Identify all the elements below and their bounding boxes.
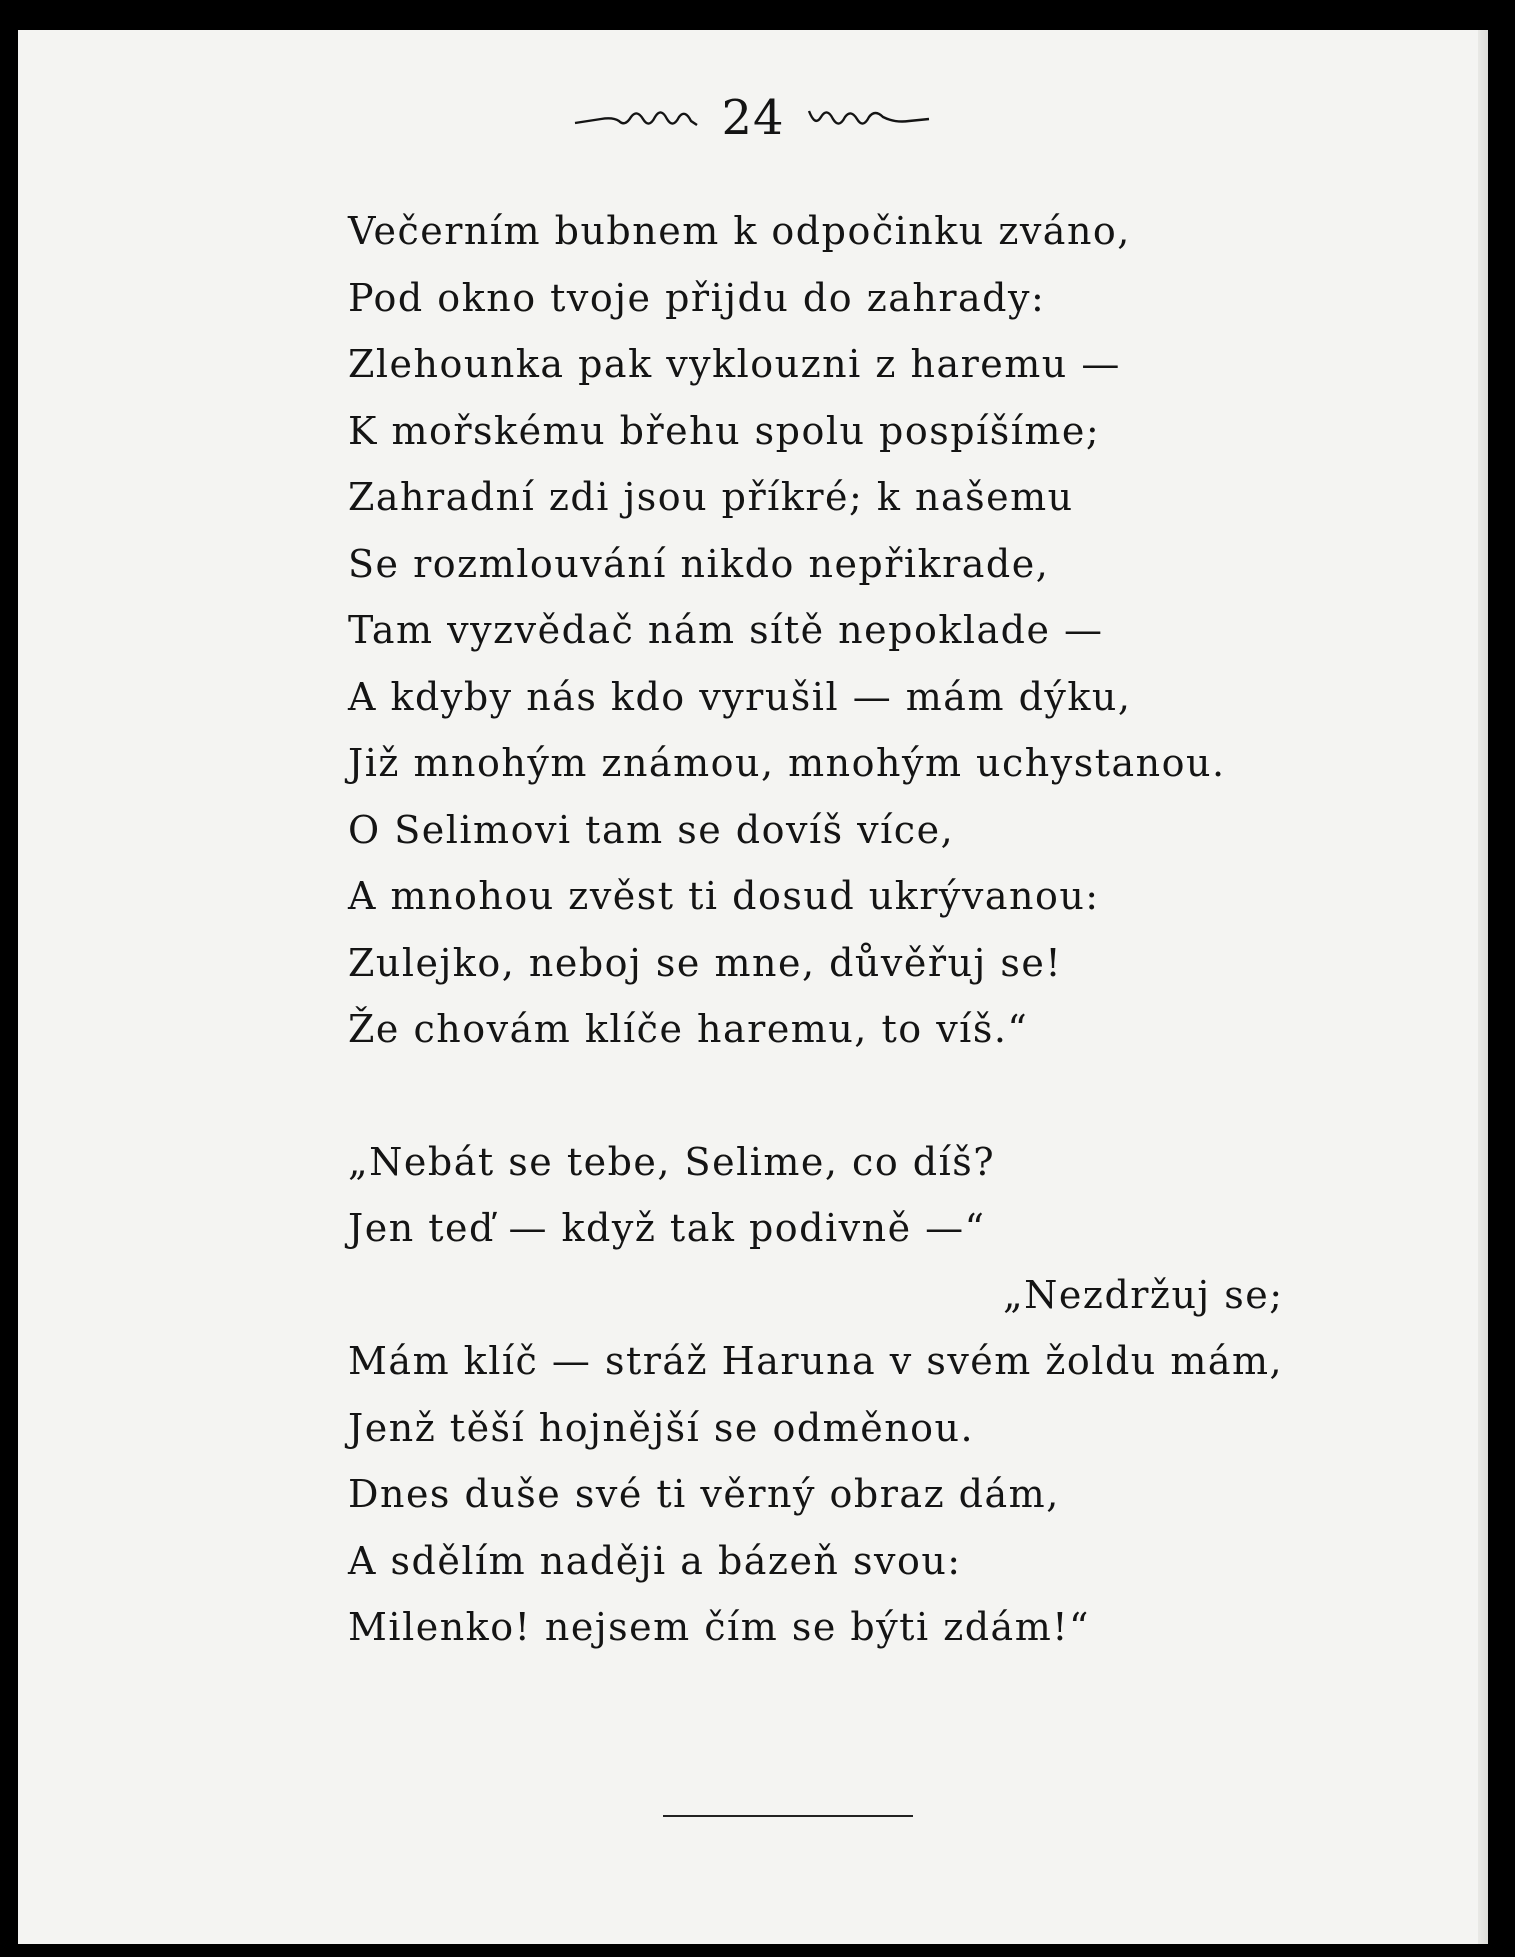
verse-line: Zulejko, neboj se mne, důvěřuj se! [348,940,1063,985]
verse-line: A kdyby nás kdo vyrušil — mám dýku, [348,674,1132,719]
verse-line: Večerním bubnem k odpočinku zváno, [348,209,1131,253]
verse-line: A mnohou zvěst ti dosud ukrývanou: [348,874,1100,918]
stanza-gap [348,1063,1348,1129]
end-rule-divider [663,1815,913,1817]
verse-line: Tam vyzvědač nám sítě nepoklade — [348,608,1104,652]
verse-line: Milenko! nejsem čím se býti zdám!“ [348,1605,1090,1649]
page-number: 24 [721,90,785,146]
verse-line: „Nebát se tebe, Selime, co díš? [348,1139,996,1184]
verse-line: K mořskému břehu spolu pospíšíme; [348,408,1101,453]
page-header [18,90,1488,160]
book-page [18,30,1488,1944]
verse-line: A sdělím naději a bázeň svou: [348,1538,962,1583]
verse-line: Že chovám klíče haremu, to víš.“ [348,1007,1029,1051]
verse-line: Zlehounka pak vyklouzni z haremu — [348,342,1121,386]
page-edge [1478,30,1488,1944]
wavy-flourish-icon [803,103,933,133]
verse-line: Dnes duše své ti věrný obraz dám, [348,1472,1060,1516]
verse-line: Se rozmlouvání nikdo nepřikrade, [348,541,1050,586]
verse-line-indented: „Nezdržuj se; [1003,1272,1284,1317]
verse-line: Jen teď — když tak podivně —“ [348,1206,986,1250]
poem-text [348,198,1348,1661]
verse-line: Mám klíč — stráž Haruna v svém žoldu mám, [348,1339,1284,1383]
verse-line: Jenž těší hojnější se odměnou. [348,1405,975,1450]
wavy-flourish-icon [573,103,703,133]
verse-line: Pod okno tvoje přijdu do zahrady: [348,275,1046,320]
verse-line: Zahradní zdi jsou příkré; k našemu [348,475,1074,519]
verse-line: O Selimovi tam se dovíš více, [348,807,955,852]
verse-line: Již mnohým známou, mnohým uchystanou. [348,741,1226,785]
